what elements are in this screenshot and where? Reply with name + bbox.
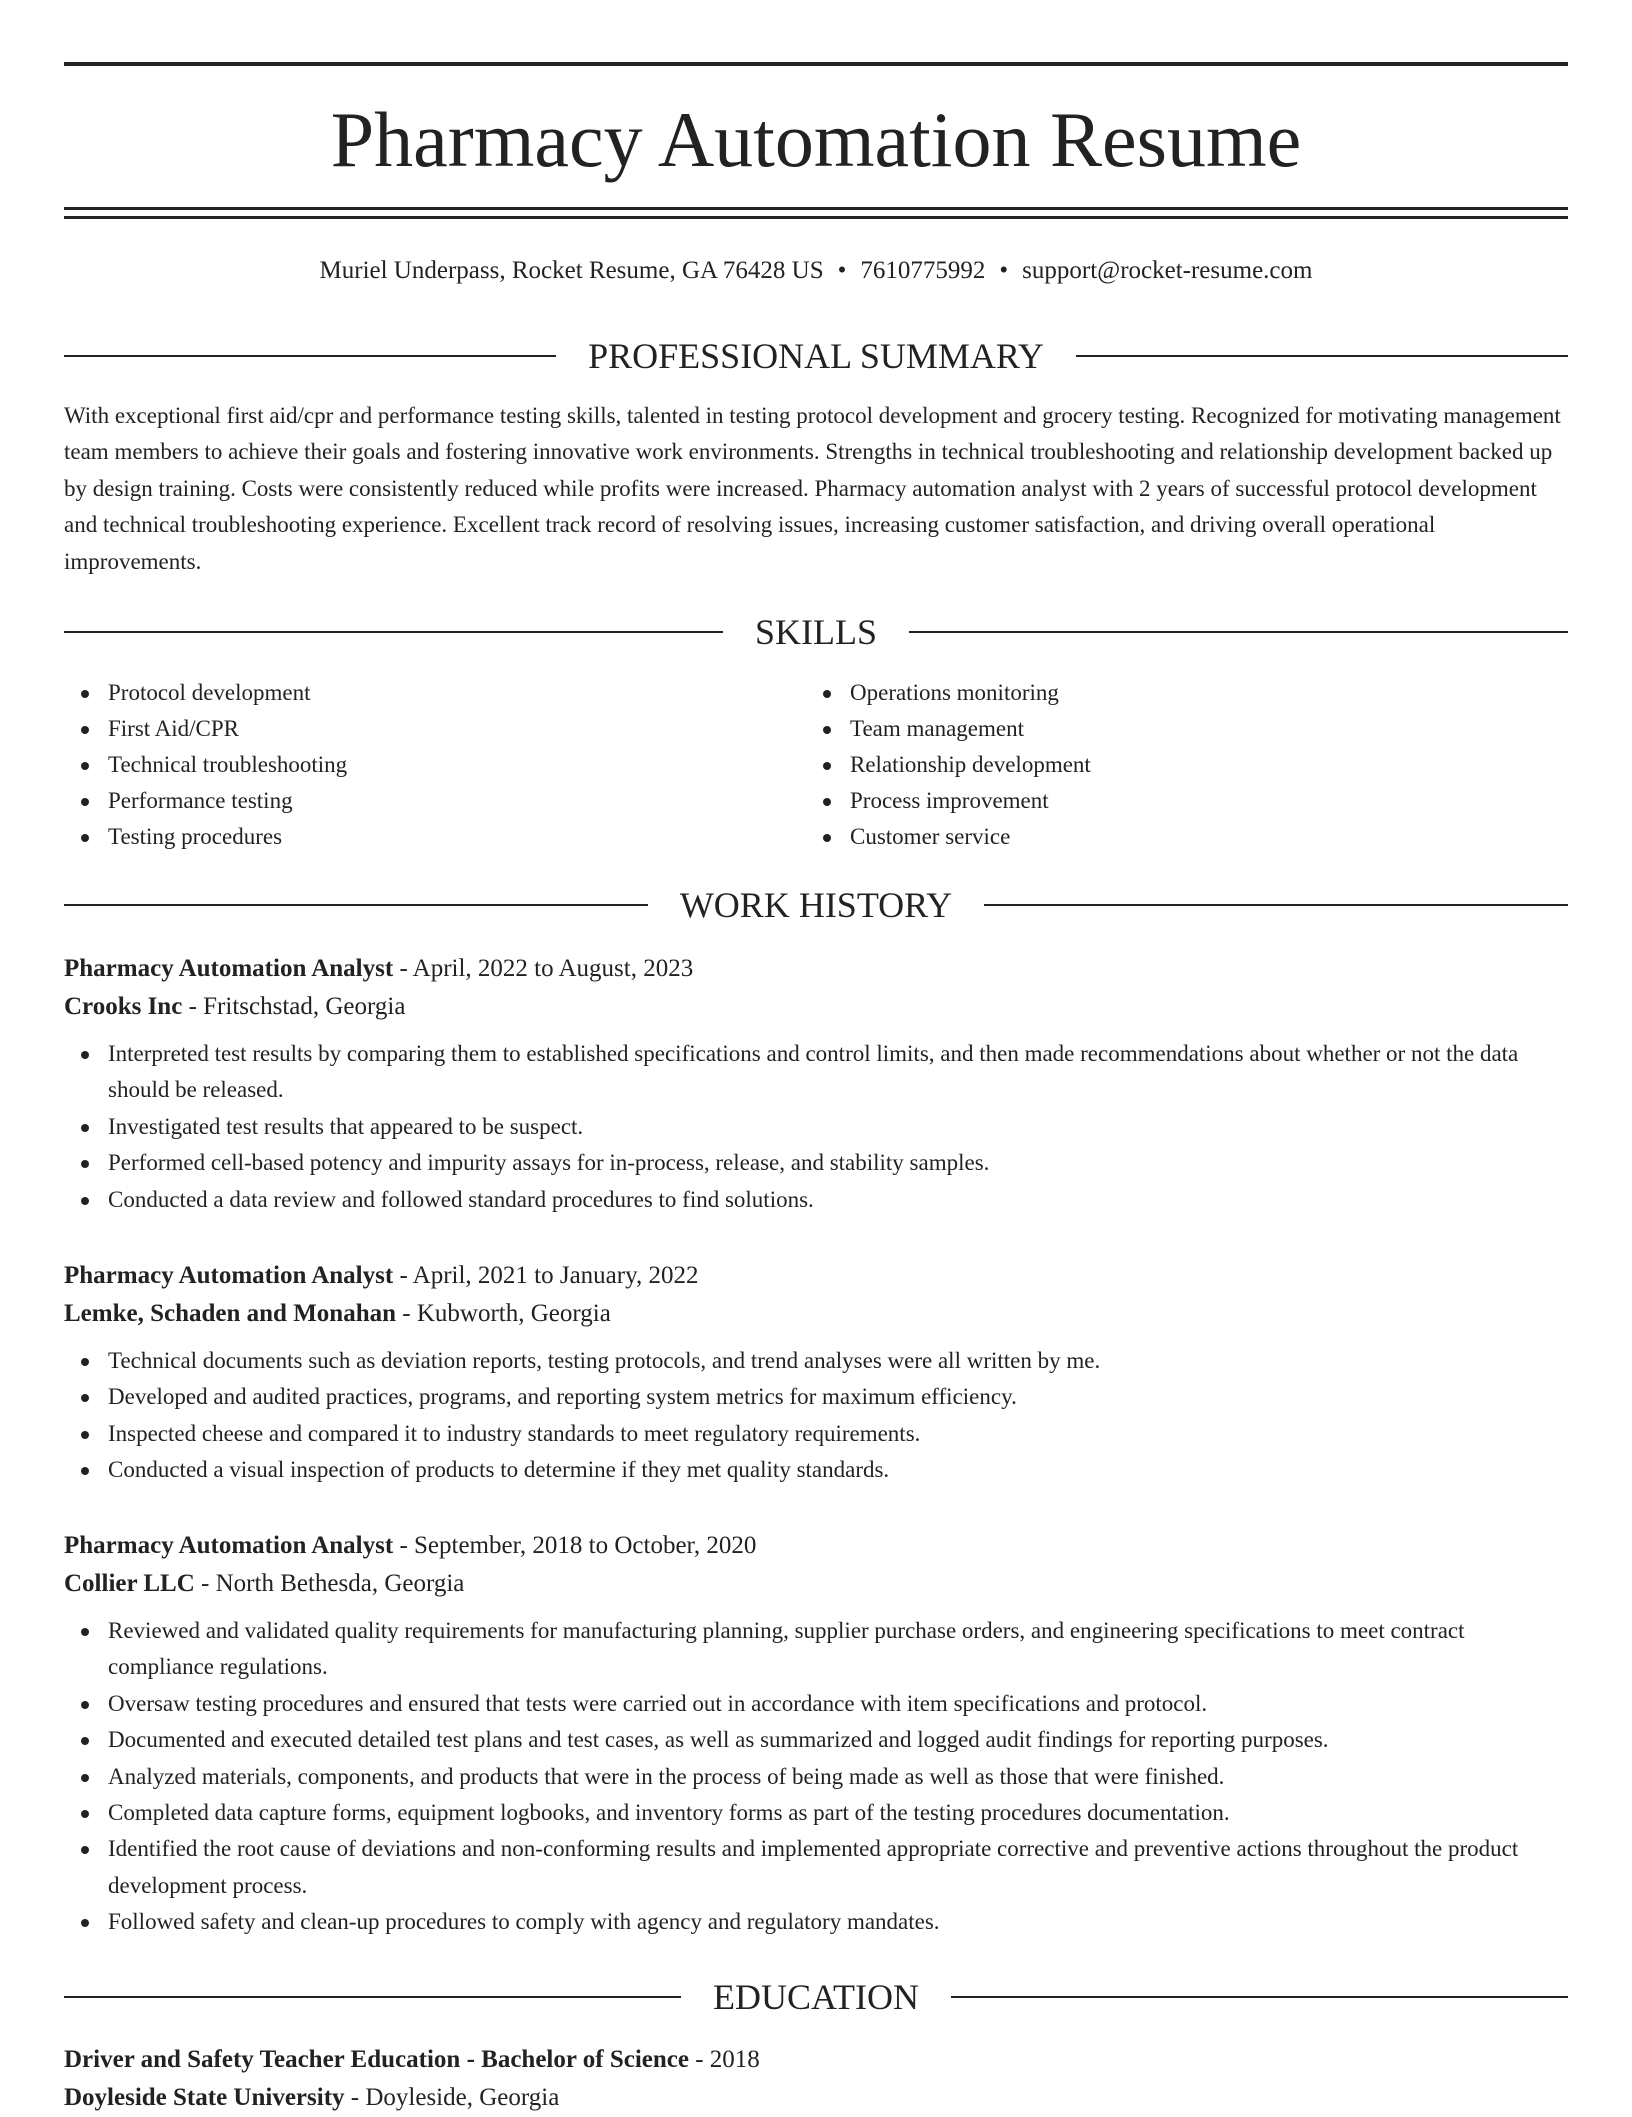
job-company: Crooks Inc [64,993,183,1020]
education-school: Doyleside State University [64,2084,345,2111]
resume-title: Pharmacy Automation Resume [330,96,1302,183]
skill-item: Customer service [806,819,1548,855]
job-location: - Fritschstad, Georgia [182,993,406,1020]
heading-rule [64,631,723,633]
job-bullet: Completed data capture forms, equipment logbooks, and inventory forms as part of the testing procedures documentation. [64,1795,1568,1831]
job-company: Lemke, Schaden and Monahan [64,1300,397,1327]
section-title: PROFESSIONAL SUMMARY [588,336,1044,376]
heading-rule [64,355,556,357]
contact-address: Muriel Underpass, Rocket Resume, GA 76428 US [319,257,824,284]
job-bullet: Reviewed and validated quality requirements for manufacturing planning, supplier purchase orders, and engineering specifications to meet contract compliance regulations. [64,1613,1568,1686]
job-entry [64,1527,1568,1941]
section-title: SKILLS [755,612,878,652]
top-rule [64,62,1568,66]
contact-separator: • [837,257,847,284]
education-school-line [64,2079,1568,2117]
education-degree-line [64,2041,1568,2079]
job-bullet: Analyzed materials, components, and products that were in the process of being made as well as those that were finished. [64,1759,1568,1795]
title-rule-upper [64,207,1568,210]
job-title: Pharmacy Automation Analyst [64,1532,394,1559]
job-bullet: Developed and audited practices, programs, and reporting system metrics for maximum efficiency. [64,1379,1568,1415]
skill-item: Operations monitoring [806,675,1548,711]
skills-list [64,675,1568,855]
section-heading-summary [64,334,1568,378]
skill-item: Protocol development [64,675,806,711]
education-degree: Driver and Safety Teacher Education - Bachelor of Science [64,2046,689,2073]
job-bullet: Inspected cheese and compared it to industry standards to meet regulatory requirements. [64,1416,1568,1452]
job-dates: - April, 2021 to January, 2022 [393,1262,699,1289]
job-bullet: Conducted a visual inspection of products to determine if they met quality standards. [64,1452,1568,1488]
contact-line [64,253,1568,289]
skill-item: Performance testing [64,783,806,819]
job-company: Collier LLC [64,1570,195,1597]
heading-rule [909,631,1568,633]
job-bullet: Conducted a data review and followed standard procedures to find solutions. [64,1182,1568,1218]
skills-column-left [64,675,806,855]
job-title-line [64,1257,1568,1295]
job-company-line [64,1295,1568,1333]
skill-item: Team management [806,711,1548,747]
skill-item: Technical troubleshooting [64,747,806,783]
heading-rule [64,904,648,906]
skills-column-right [806,675,1548,855]
section-heading-skills [64,610,1568,654]
job-dates: - April, 2022 to August, 2023 [393,955,694,982]
education-entry [64,2041,1568,2117]
contact-email: support@rocket-resume.com [1022,257,1313,284]
job-bullet: Followed safety and clean-up procedures to comply with agency and regulatory mandates. [64,1904,1568,1940]
heading-rule [64,1996,681,1998]
contact-separator: • [999,257,1009,284]
skill-item: Testing procedures [64,819,806,855]
heading-rule [984,904,1568,906]
job-bullets [64,1036,1568,1218]
job-bullet: Investigated test results that appeared to be suspect. [64,1109,1568,1145]
job-title: Pharmacy Automation Analyst [64,955,394,982]
education-year: - 2018 [688,2046,760,2073]
job-bullet: Oversaw testing procedures and ensured that tests were carried out in accordance with item specifications and protocol. [64,1686,1568,1722]
section-heading-education [64,1975,1568,2019]
heading-rule [1076,355,1568,357]
job-entry [64,1257,1568,1489]
job-location: - Kubworth, Georgia [396,1300,611,1327]
job-bullet: Identified the root cause of deviations and non-conforming results and implemented appropriate corrective and preventive actions throughout the product development process. [64,1831,1568,1904]
job-title-line [64,1527,1568,1565]
job-company-line [64,988,1568,1026]
job-bullet: Technical documents such as deviation reports, testing protocols, and trend analyses were all written by me. [64,1343,1568,1379]
section-heading-work-history [64,883,1568,927]
section-title: EDUCATION [713,1977,919,2017]
skill-item: Relationship development [806,747,1548,783]
job-bullets [64,1343,1568,1489]
skill-item: Process improvement [806,783,1548,819]
title-rule-lower [64,216,1568,219]
heading-rule [951,1996,1568,1998]
contact-phone: 7610775992 [860,257,986,284]
skill-item: First Aid/CPR [64,711,806,747]
job-location: - North Bethesda, Georgia [194,1570,465,1597]
education-location: - Doyleside, Georgia [344,2084,560,2111]
job-bullet: Interpreted test results by comparing them to established specifications and control limits, and then made recommendations about whether or not the data should be released. [64,1036,1568,1109]
job-company-line [64,1565,1568,1603]
job-bullet: Documented and executed detailed test plans and test cases, as well as summarized and logged audit findings for reporting purposes. [64,1722,1568,1758]
section-title: WORK HISTORY [679,885,953,925]
summary-text: With exceptional first aid/cpr and performance testing skills, talented in testing protocol development and grocery testing. Recognized for motivating management team members to achieve their goals and fostering innovative work environments. Strengths in technical troubleshooting and relationship development backed up by design training. Costs were consistently reduced while profits were increased. Pharmacy automation analyst with 2 years of successful protocol development and technical troubleshooting experience. Excellent track record of resolving issues, increasing customer satisfaction, and driving overall operational improvements. [64,403,1561,574]
job-title: Pharmacy Automation Analyst [64,1262,394,1289]
job-bullets [64,1613,1568,1941]
job-bullet: Performed cell-based potency and impurity assays for in-process, release, and stability samples. [64,1145,1568,1181]
job-dates: - September, 2018 to October, 2020 [393,1532,757,1559]
job-entry [64,950,1568,1218]
job-title-line [64,950,1568,988]
